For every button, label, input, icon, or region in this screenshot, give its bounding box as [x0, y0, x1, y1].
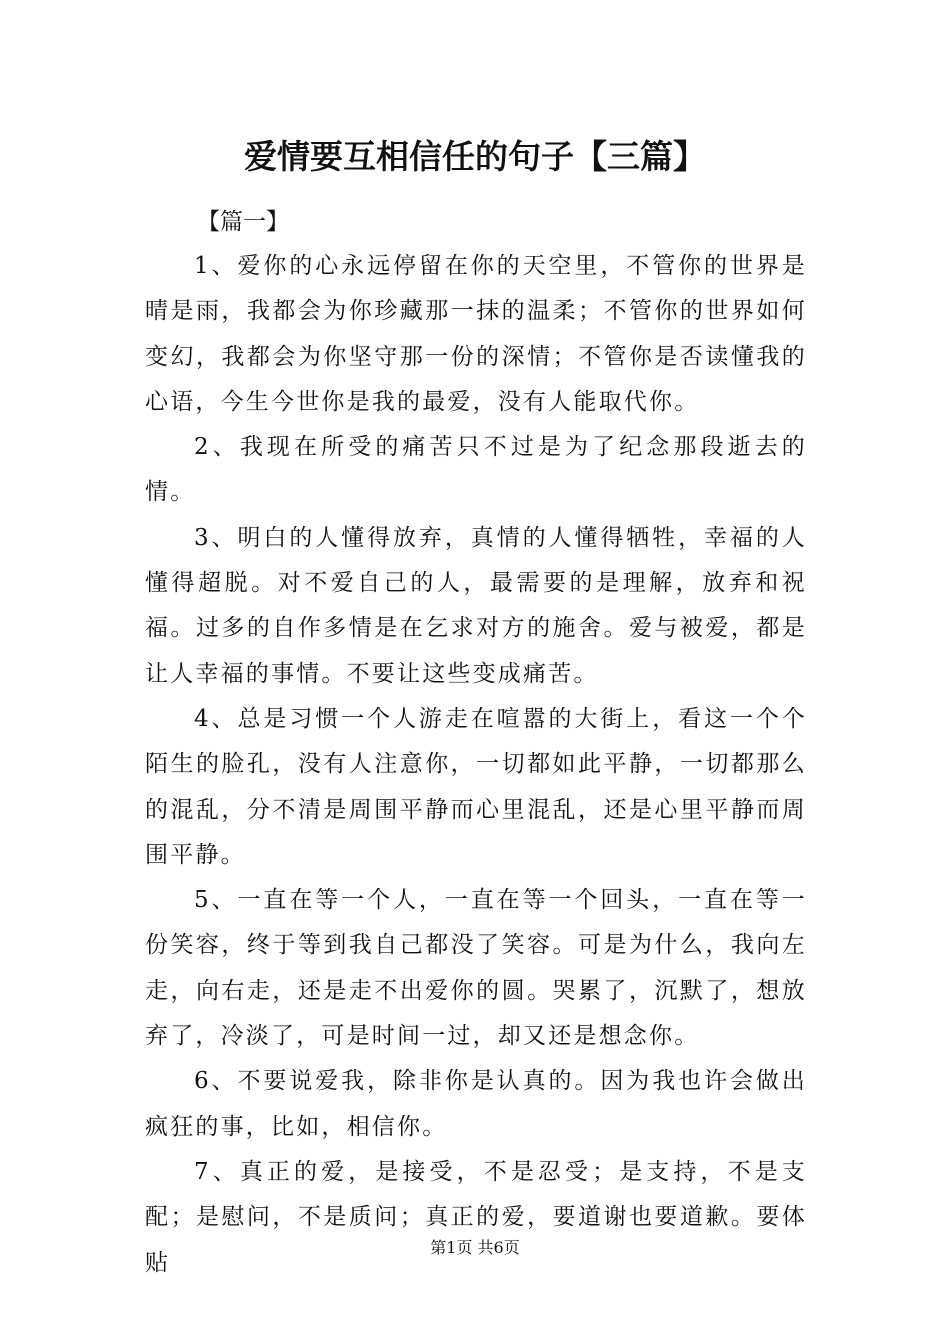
section-heading: 【篇一】	[197, 209, 289, 235]
paragraph-5: 5、一直在等一个人，一直在等一个回头，一直在等一份笑容，终于等到我自己都没了笑容。可是为什么，我向左走，向右走，还是走不出爱你的圆。哭累了，沉默了，想放弃了，冷淡了，可是时间一过，却又还是想念你。	[145, 887, 807, 1050]
paragraph-6: 6、不要说爱我，除非你是认真的。因为我也许会做出疯狂的事，比如，相信你。	[145, 1068, 807, 1140]
document-body	[145, 244, 807, 1286]
paragraph-2: 2、我现在所受的痛苦只不过是为了纪念那段逝去的情。	[145, 434, 807, 506]
document-title: 爱情要互相信任的句子【三篇】	[244, 137, 706, 176]
paragraph-1: 1、爱你的心永远停留在你的天空里，不管你的世界是晴是雨，我都会为你珍藏那一抹的温柔；不管你的世界如何变幻，我都会为你坚守那一份的深情；不管你是否读懂我的心语，今生今世你是我的最爱，没有人能取代你。	[145, 253, 807, 415]
paragraph-4: 4、总是习惯一个人游走在喧嚣的大街上，看这一个个陌生的脸孔，没有人注意你，一切都如此平静，一切都那么的混乱，分不清是周围平静而心里混乱，还是心里平静而周围平静。	[145, 705, 807, 868]
paragraph-7: 7、真正的爱，是接受，不是忍受；是支持，不是支配；是慰问，不是质问；真正的爱，要道谢也要道歉。要体贴	[145, 1158, 807, 1276]
page-footer: 第1页 共6页	[430, 1238, 520, 1257]
paragraph-3: 3、明白的人懂得放弃，真情的人懂得牺牲，幸福的人懂得超脱。对不爱自己的人，最需要的是理解，放弃和祝福。过多的自作多情是在乞求对方的施舍。爱与被爱，都是让人幸福的事情。不要让这些变成痛苦。	[145, 524, 807, 687]
